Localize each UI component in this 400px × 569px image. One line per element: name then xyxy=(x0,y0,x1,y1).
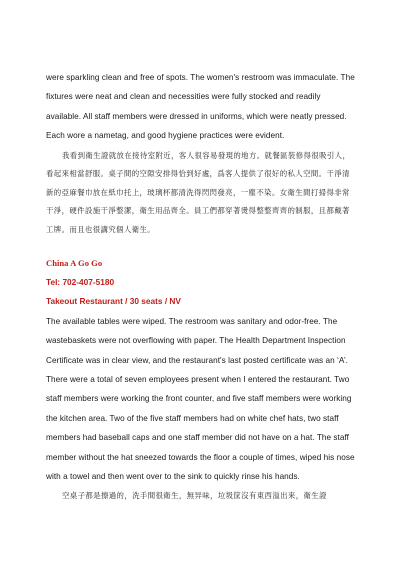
body-paragraph-chinese: 我看到衛生證就放在接待室附近，客人很容易發現的地方。就餐區裝修得很吸引人，看起來相當舒服。桌子間的空隙安排得恰到好處，爲客人提供了很好的私人空間。干淨清新的亞麻餐巾放在紙巾托上，玻璃杯都清洗得閃閃發亮，一塵不染。女衛生間打掃得非常干淨，硬件設施干淨整潔，衛生用品齊全。員工們都穿著燙得整整齊齊的制服，且都戴著工牌。而且也很講究個人衛生。 xyxy=(46,150,351,234)
section-spacer xyxy=(46,240,356,254)
review-paragraph-chinese: 空桌子都是擦過的，洗手間很衛生，無异味，垃圾筐沒有東西溢出來，衛生證 xyxy=(62,491,327,501)
review-paragraph-english: The available tables were wiped. The restroom was sanitary and odor-free. The wastebaskets were not overflowing with paper. The Health Department Inspection Certificate was in clear view, and the restaurant's last posted certificate was an ‘A’. There were a total of seven employees present when I entered the restaurant. Two staff members were working the front counter, and five staff members were working the kitchen area. Two of the five staff members had on white chef hats, two staff members had baseball caps and one staff member did not have on a hat. The staff member without the hat sneezed towards the floor a couple of times, wiped his nose with a towel and then went over to the sink to quickly rinse his hands. xyxy=(46,316,355,482)
restaurant-phone: Tel: 702-407-5180 xyxy=(46,277,115,287)
body-paragraph-english: were sparkling clean and free of spots. The women's restroom was immaculate. The fixtures were neat and clean and necessities were fully stocked and readily available. All staff members were dressed in uniforms, which were neatly pressed. Each wore a nametag, and good hygiene practices were evident. xyxy=(46,73,355,141)
restaurant-type: Takeout Restaurant / 30 seats / NV xyxy=(46,296,181,307)
restaurant-name: China A Go Go xyxy=(46,257,103,268)
